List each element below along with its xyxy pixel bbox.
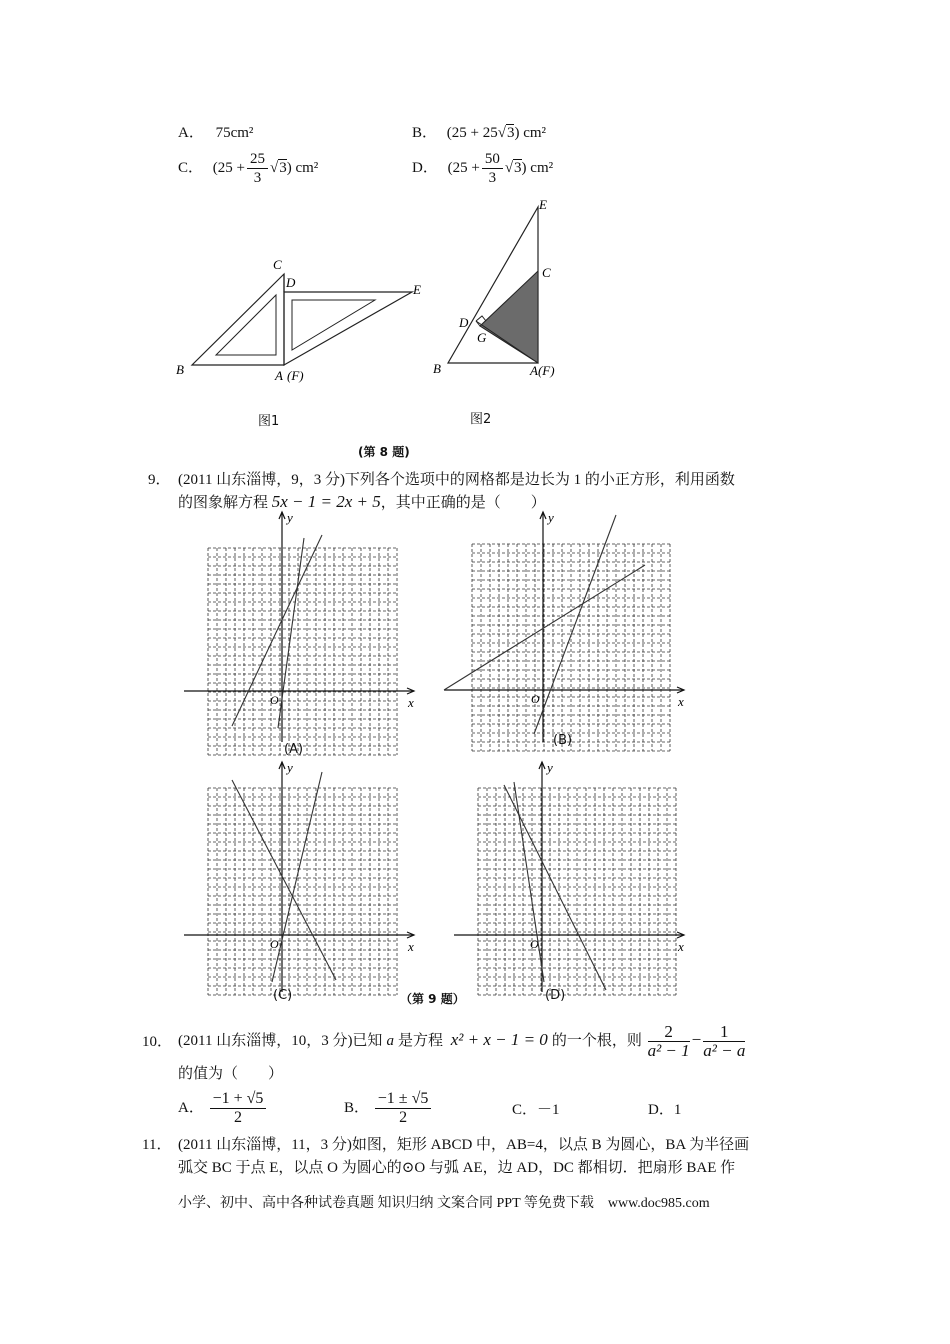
q9-caption: （第 9 题） (400, 992, 465, 1006)
label-g: G (477, 330, 487, 345)
fraction-2: $\frac{1}{\text{a² − a}}$ (703, 1022, 746, 1061)
q11-line1: (2011 山东淄博，11，3 分)如图，矩形 ABCD 中，AB=4，以点 B 为圆心，BA 为半径画 (178, 1137, 750, 1153)
function-line-2 (514, 782, 544, 982)
q10-number: 10． (142, 1034, 173, 1050)
x-axis-label: x (678, 939, 684, 954)
origin-label: O (530, 937, 539, 951)
x-axis-label: x (678, 694, 684, 709)
label-c: C (542, 265, 551, 280)
origin-label: O (531, 692, 540, 706)
label-b: B (433, 361, 441, 376)
option-label: D． (412, 159, 438, 176)
q8-option-a (178, 121, 253, 142)
label-e: E (539, 197, 547, 212)
label-a-f: A(F) (530, 363, 555, 378)
figure8-fig1-caption: 图1 (258, 414, 280, 429)
graph-b-label: (B) (553, 733, 573, 748)
function-line-1 (444, 565, 645, 690)
option-value-post: ) cm² (514, 125, 547, 141)
shaded-triangle (480, 271, 538, 363)
option-label: C． (178, 159, 204, 176)
equation: x² + x − 1 = 0 (450, 1030, 548, 1049)
figure8-fig2-caption: 图2 (470, 412, 492, 427)
x-axis-label: x (408, 695, 414, 710)
graph-a-label: (A) (284, 742, 304, 757)
x-axis-label: x (408, 939, 414, 954)
q10-option-b: B． $\frac{-1 \pm √5}{2}$ (344, 1085, 433, 1131)
q10-line2: 的值为（ ） (178, 1066, 284, 1082)
y-axis-label: y (547, 760, 553, 775)
label-d: D (286, 275, 296, 290)
option-value-pre: (25 + (447, 159, 480, 176)
graph-d-label: (D) (545, 988, 566, 1003)
option-label: B． (412, 125, 438, 141)
graph-b (440, 510, 690, 760)
y-axis-label: y (548, 510, 554, 525)
function-line-2 (272, 772, 322, 982)
footer-text: 小学、初中、高中各种试卷真题 知识归纳 文案合同 PPT 等免费下载 www.doc985.com (178, 1196, 710, 1211)
option-value: 75cm² (215, 125, 254, 141)
q10-line1: (2011 山东淄博，10，3 分)已知 a 是方程 x² + x − 1 = 0 的一个根，则 $\frac{2}{\text{a² − 1}}$ − $\frac{1}{\text{a² − a}}$ (178, 1022, 746, 1061)
triangle-ruler-right-outer (284, 292, 412, 365)
q9-line2: 的图象解方程 5x − 1 = 2x + 5，其中正确的是（ ） (178, 492, 546, 511)
graph-d (450, 760, 690, 1010)
q11-line2: 弧交 BC 于点 E，以点 O 为圆心的⊙O 与弧 AE，边 AD，DC 都相切．把扇形 BAE 作 (178, 1160, 736, 1176)
fraction: $\frac{25}{3}$ (247, 150, 268, 187)
q9-number: 9． (148, 472, 171, 488)
figure8-caption: (第 8 题) (358, 445, 410, 459)
figure8-fig1 (170, 250, 440, 390)
y-axis-label: y (287, 510, 293, 525)
origin-label: O (270, 937, 279, 951)
function-line-2 (534, 515, 616, 734)
origin-label: O (270, 693, 279, 707)
graph-c (180, 760, 420, 1010)
y-axis-label: y (287, 760, 293, 775)
fraction: $\frac{50}{3}$ (482, 150, 503, 187)
equation: 5x − 1 = 2x + 5 (271, 492, 381, 511)
q10-option-d: D．1 (648, 1102, 682, 1118)
label-e: E (413, 282, 421, 297)
graph-a (180, 510, 420, 760)
triangle-ruler-left-inner (216, 295, 276, 355)
label-c: C (273, 257, 282, 272)
q10-option-c: C．－1 (512, 1102, 560, 1118)
label-d: D (459, 315, 469, 330)
q10-option-a: A． $\frac{-1 + √5}{2}$ (178, 1085, 268, 1131)
triangle-ruler-right-inner (292, 300, 375, 350)
option-value-pre: (25 + 25 (446, 125, 498, 141)
graph-c-label: (C) (273, 988, 293, 1003)
q9-line1: (2011 山东淄博，9，3 分)下列各个选项中的网格都是边长为 1 的小正方形，利用函数 (178, 472, 735, 488)
label-a: A (275, 368, 283, 383)
q8-option-d: D． (25 + $\frac{50}{3}$ √3) cm² (412, 151, 554, 186)
figure8-fig2 (430, 195, 580, 385)
fraction-1: $\frac{2}{\text{a² − 1}}$ (647, 1022, 690, 1061)
radicand: 3 (506, 125, 515, 141)
label-f: (F) (287, 368, 304, 383)
q8-option-c: C． (25 + $\frac{25}{3}$ √3) cm² (178, 151, 319, 186)
triangle-ruler-left-outer (192, 274, 284, 365)
option-value-pre: (25 + (212, 159, 245, 176)
option-label: A． (178, 125, 204, 141)
q8-option-b: B． (25 + 25√3) cm² (412, 125, 547, 141)
q11-number: 11． (142, 1137, 172, 1153)
label-b: B (176, 362, 184, 377)
